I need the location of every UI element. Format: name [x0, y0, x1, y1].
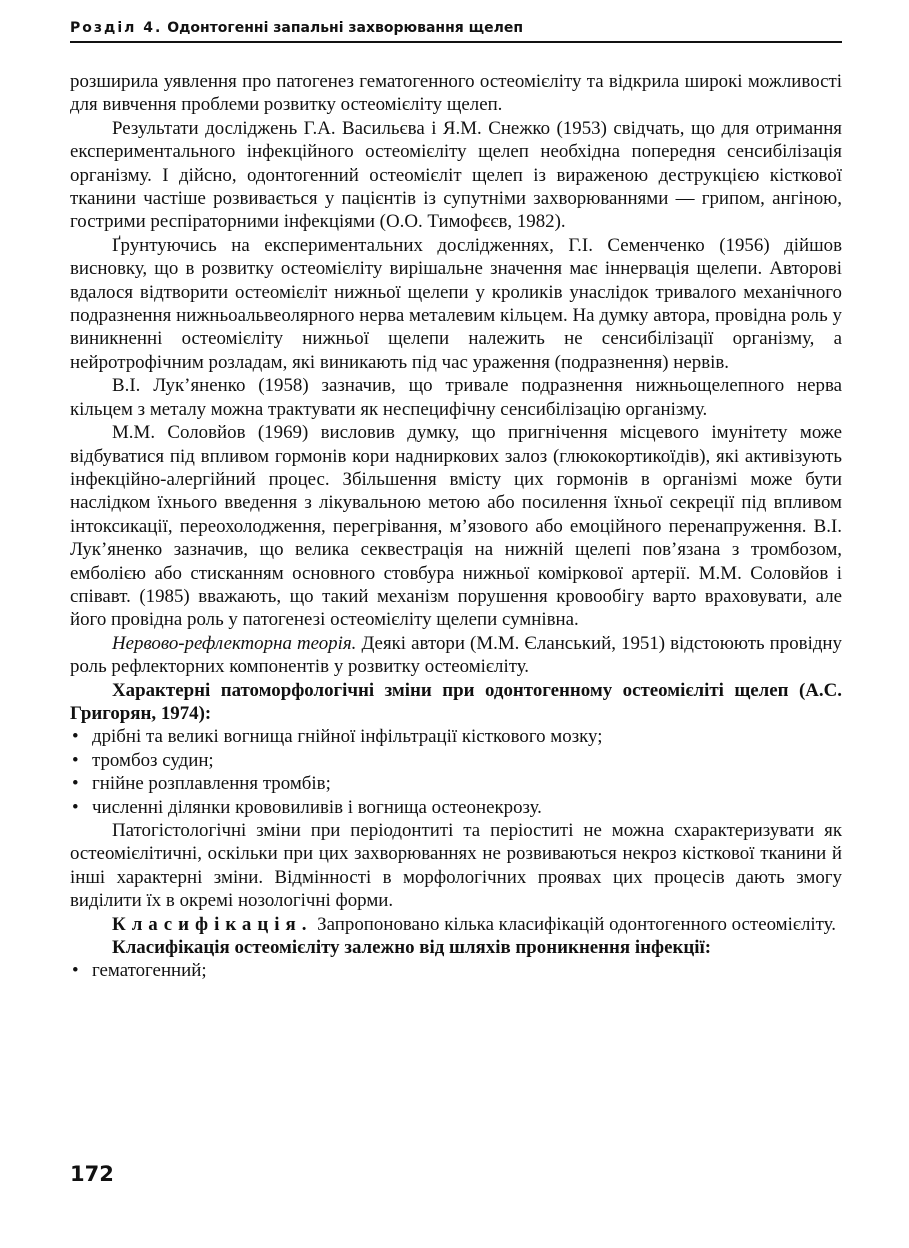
- subheading: Класифікація остеомієліту залежно від шляхів проникнення інфекції:: [112, 937, 712, 959]
- body-text: [70, 70, 842, 983]
- list-item: • тромбоз судин;: [70, 749, 842, 772]
- bullet-list: [70, 725, 842, 819]
- bullet-list: [70, 959, 842, 982]
- section-title: Одонтогенні запальні захворювання щелеп: [167, 20, 524, 36]
- running-head: [70, 20, 842, 36]
- page-number: 172: [70, 1162, 114, 1186]
- paragraph: [70, 913, 842, 936]
- paragraph: розширила уявлення про патогенез гематогенного остеомієліту та відкрила широкі можливості для вивчення проблеми розвитку остеомієліту щелеп.: [70, 71, 842, 116]
- paragraph: В.І. Лук’яненко (1958) зазначив, що тривале подразнення нижньощелепного нерва кільцем з металу можна трактувати як неспецифічну сенсибілізацію організму.: [70, 375, 842, 420]
- paragraph-text: Запропоновано кілька класифікацій одонтогенного остеомієліту.: [312, 913, 836, 935]
- header-rule: [70, 41, 842, 43]
- list-item: • дрібні та великі вогнища гнійної інфільтрації кісткового мозку;: [70, 725, 842, 748]
- subheading: Характерні патоморфологічні зміни при одонтогенному остеомієліті щелеп (А.С. Григорян, 1974):: [70, 679, 842, 724]
- paragraph: Ґрунтуючись на експериментальних дослідженнях, Г.І. Семенченко (1956) дійшов висновку, що в розвитку остеомієліту вирішальне значення має іннервація щелепи. Авторові вдалося відтворити остеомієліт нижньої щелепи у кроликів унаслідок тривалого механічного подразнення нижньоальвеолярного нерва металевим кільцем. На думку автора, провідна роль у виникненні остеомієліту нижньої щелепи належить не сенсибілізації організму, а нейротрофічним розладам, які виникають під час ураження (подразнення) нервів.: [70, 234, 842, 373]
- list-item: • численні ділянки крововиливів і вогнища остеонекрозу.: [70, 796, 842, 819]
- paragraph: Результати досліджень Г.А. Васильєва і Я.М. Снежко (1953) свідчать, що для отримання експериментального інфекційного остеомієліту щелеп необхідна попередня сенсибілізація організму. І дійсно, одонтогенний остеомієліт щелеп із вираженою деструкцією кісткової тканини частіше розвивається у пацієнтів із супутніми захворюваннями — грипом, ангіною, гострими респіраторними інфекціями (О.О. Тимофєєв, 1982).: [70, 117, 842, 233]
- theory-term: Нервово-рефлекторна теорія.: [112, 632, 357, 654]
- paragraph: М.М. Соловйов (1969) висловив думку, що пригнічення місцевого імунітету може відбуватися під впливом гормонів кори надниркових залоз (глюкокортикоїдів), які активізують інфекційно-алергійний процес. Збільшення вмісту цих гормонів в організмі може бути наслідком їхнього введення з лікувальною метою або посилення їхньої секреції під впливом інтоксикації, переохолодження, перегрівання, м’язового або емоційного перенапруження. В.І. Лук’яненко зазначив, що велика секвестрація на нижній щелепі пов’язана з тромбозом, емболією або стисканням основного стовбура нижньої коміркової артерії. М.М. Соловйов і співавт. (1985) вважають, що такий механізм порушення кровообігу варто враховувати, але його провідна роль у патогенезі остеомієліту щелепи сумнівна.: [70, 422, 842, 631]
- section-label: Розділ 4.: [70, 20, 163, 36]
- list-item: • гематогенний;: [70, 959, 842, 982]
- classification-term: Класифікація.: [112, 913, 313, 935]
- book-page: [70, 0, 842, 1248]
- paragraph: [70, 632, 842, 679]
- list-item: • гнійне розплавлення тромбів;: [70, 772, 842, 795]
- paragraph: Патогістологічні зміни при періодонтиті та періоститі не можна схарактеризувати як остеомієлітичні, оскільки при цих захворюваннях не розвиваються некроз кісткової тканини й інші характерні зміни. Відмінності в морфологічних проявах цих процесів дають змогу виділити їх в окремі нозологічні форми.: [70, 820, 842, 912]
- paragraph-text: Деякі автори (М.М. Єланський, 1951) відстоюють провідну роль рефлекторних компонентів у розвитку остеомієліту.: [70, 632, 842, 678]
